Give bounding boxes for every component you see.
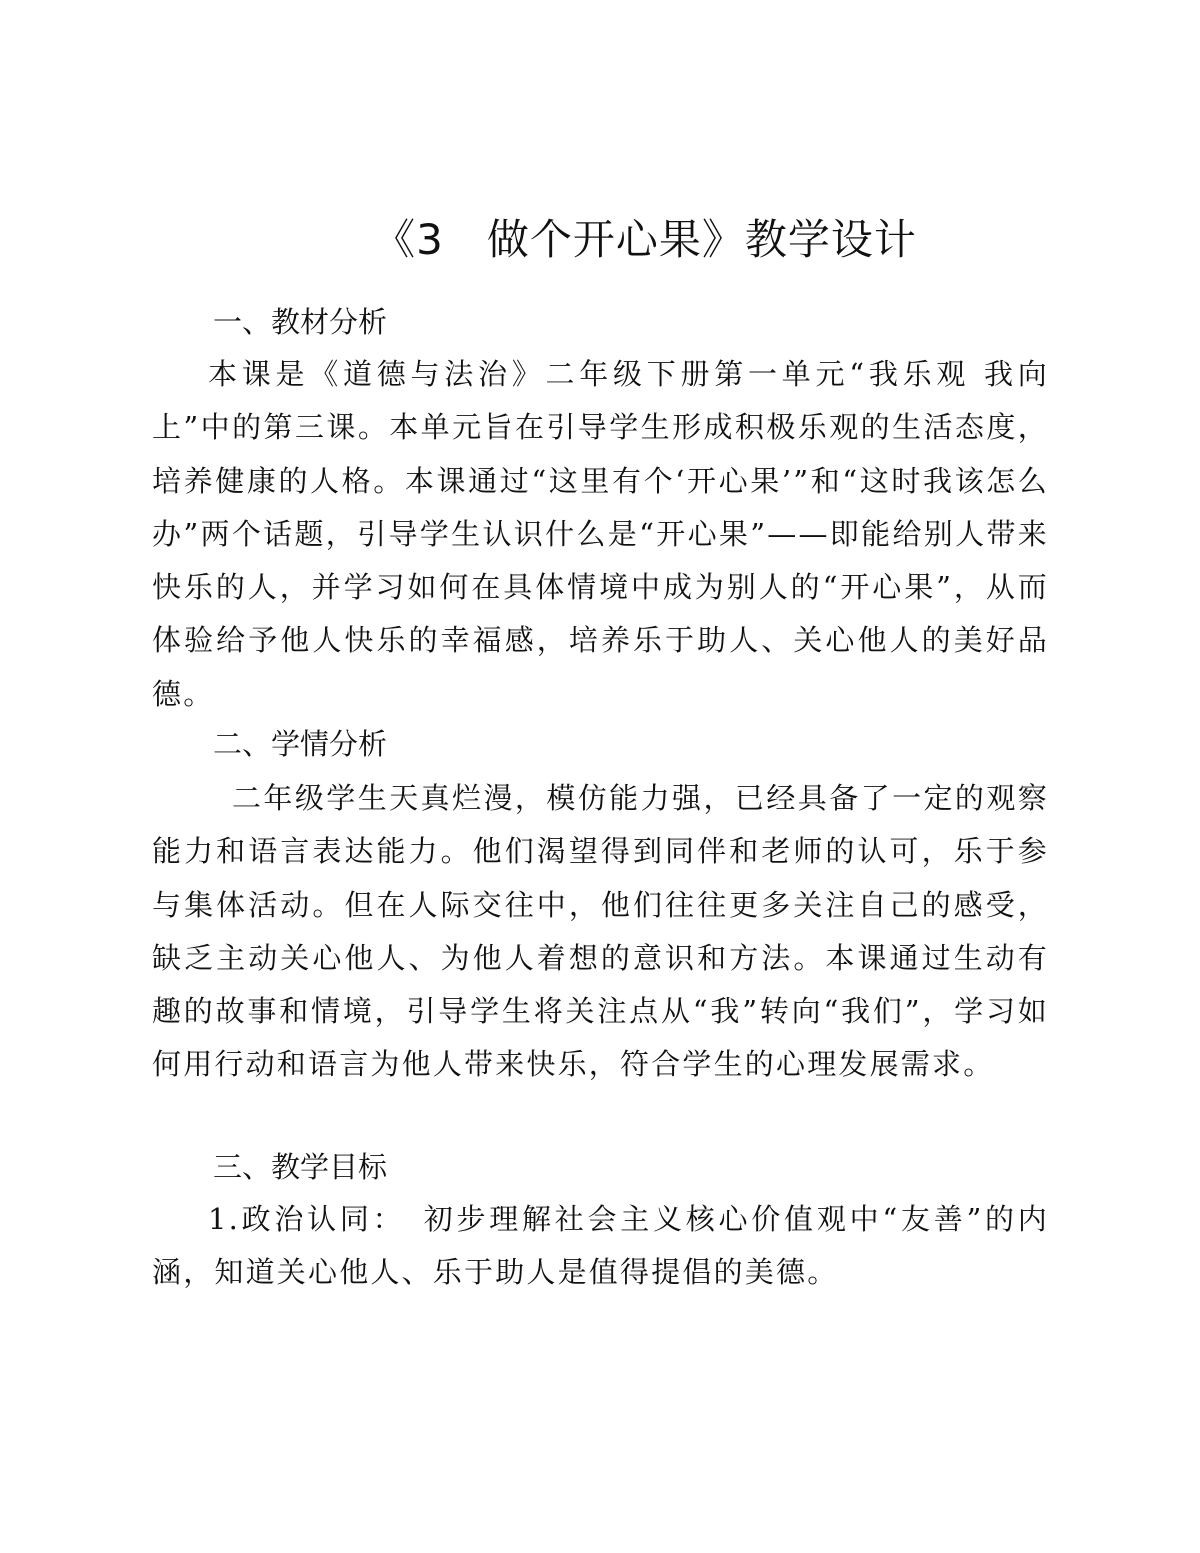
section-heading-teaching-goals: 三、教学目标 <box>213 1150 388 1184</box>
section-heading-student-analysis: 二、学情分析 <box>213 727 388 761</box>
section-heading-textbook-analysis: 一、教材分析 <box>213 305 388 339</box>
section-paragraph-textbook-analysis: 本课是《道德与法治》二年级下册第一单元“我乐观 我向上”中的第三课。本单元旨在引导学生形成积极乐观的生活态度，培养健康的人格。本课通过“这里有个‘开心果’”和“这时我该怎么办”两个话题，引导学生认识什么是“开心果”——即能给别人带来快乐的人，并学习如何在具体情境中成为别人的“开心果”，从而体验给予他人快乐的幸福感，培养乐于助人、关心他人的美好品德。 <box>152 357 1049 711</box>
section-paragraph-teaching-goals: 1.政治认同： 初步理解社会主义核心价值观中“友善”的内涵，知道关心他人、乐于助人是值得提倡的美德。 <box>152 1202 1049 1290</box>
document-title: 《3 做个开心果》教学设计 <box>373 215 917 264</box>
section-paragraph-student-analysis: 二年级学生天真烂漫，模仿能力强，已经具备了一定的观察能力和语言表达能力。他们渴望得到同伴和老师的认可，乐于参与集体活动。但在人际交往中，他们往往更多关注自己的感受，缺乏主动关心他人、为他人着想的意识和方法。本课通过生动有趣的故事和情境，引导学生将关注点从“我”转向“我们”，学习如何用行动和语言为他人带来快乐，符合学生的心理发展需求。 <box>152 781 1049 1082</box>
